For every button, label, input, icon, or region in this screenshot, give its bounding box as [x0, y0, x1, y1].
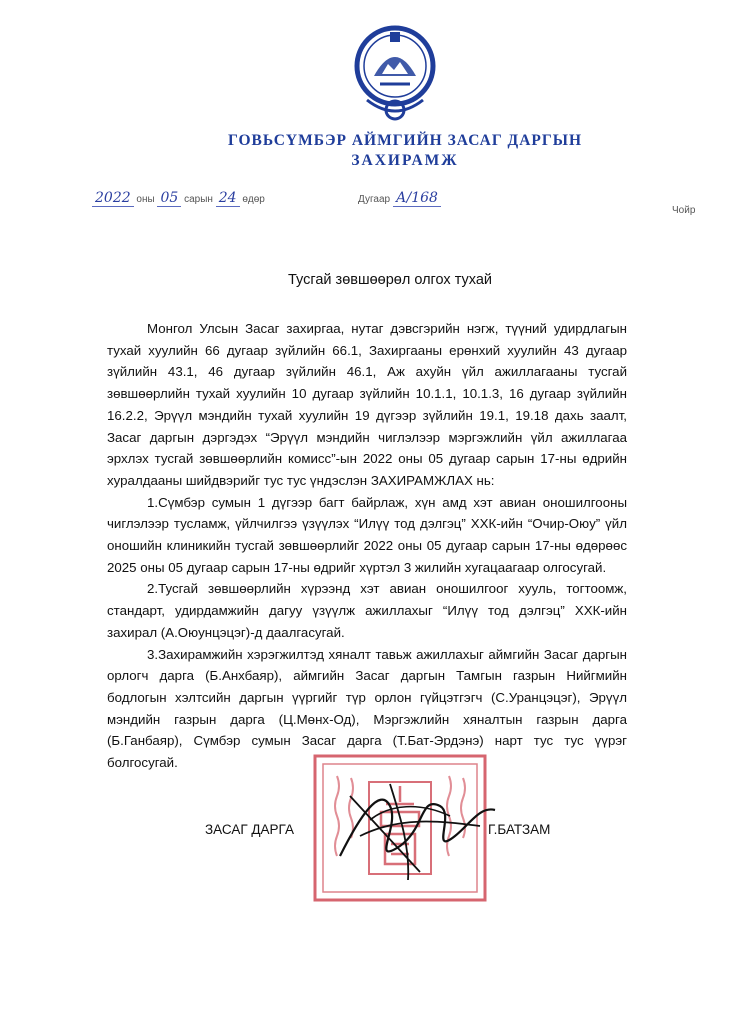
- clause-paragraph-1: 1.Сүмбэр сумын 1 дүгээр багт байрлаж, хүн амд хэт авиан оношилгооны чиглэлээр тусламж, үйлчилгээ үзүүлэх “Илүү тод дэлгэц” ХХК-ийн “Очир-Оюу” үйл оношийн клиникийн тусгай зөвшөөрлийг 2022 оны 05 дугаар сарын 17-ны өдөрөөс 2025 оны 05 дугаар сарын 17-ны өдрийг хүртэл 3 жилийн хугацаагаар олгосугай.: [107, 494, 627, 575]
- document-body: [107, 318, 627, 774]
- document-type: ЗАХИРАМЖ: [351, 152, 459, 169]
- date-day: 24: [216, 190, 240, 207]
- handwritten-signature-icon: [330, 776, 500, 886]
- date-year: 2022: [92, 190, 134, 207]
- signer-name: Г.БАТЗАМ: [488, 822, 551, 837]
- authority-title: ГОВЬСҮМБЭР АЙМГИЙН ЗАСАГ ДАРГЫН: [227, 132, 583, 149]
- number-label: Дугаар: [358, 194, 391, 205]
- clause-paragraph-2: 2.Тусгай зөвшөөрлийн хүрээнд хэт авиан оношилгоог хууль, тогтоомж, стандарт, удирдамжийн дагуу үзүүлж ажиллахыг “Илүү тод дэлгэц” ХХК-ийн захирал (А.Оюунцэцэг)-д даалгасугай.: [107, 581, 627, 640]
- clause-paragraph-3: 3.Захирамжийн хэрэгжилтэд хяналт тавьж ажиллахыг аймгийн Засаг даргын орлогч дарга (Б.Анхбаяр), аймгийн Засаг даргын Тамгын газрын Нийгмийн бодлогын хэлтсийн даргын үүргийг түр орлон гүйцэтгэгч (С.Уранцэцэг), Эрүүл мэндийн газрын дарга (Ц.Мөнх-Од), Мэргэжлийн хяналтын газрын дарга (Б.Ганбаяр), Сүмбэр сумын Засаг дарга (Т.Бат-Эрдэнэ) нарт тус тус үүрэг болгосугай.: [107, 646, 627, 771]
- place-name: Чойр: [672, 205, 696, 216]
- date-year-label: оны: [136, 194, 155, 205]
- number-line: [358, 190, 441, 206]
- date-line: [92, 190, 265, 206]
- date-day-label: өдөр: [242, 194, 265, 205]
- state-emblem-icon: [352, 18, 438, 128]
- date-month: 05: [157, 190, 181, 207]
- signer-position: ЗАСАГ ДАРГА: [205, 822, 294, 837]
- document-number: А/168: [393, 190, 441, 207]
- date-month-label: сарын: [184, 194, 213, 205]
- preamble-paragraph: Монгол Улсын Засаг захиргаа, нутаг дэвсгэрийн нэгж, түүний удирдлагын тухай хуулийн 66 дугаар зүйлийн 66.1, Захиргааны ерөнхий хуулийн 43 дугаар зүйлийн 43.1, 46 дугаар зүйлийн 46.1, Аж ахуйн үйл ажиллагааны тусгай зөвшөөрлийн тухай хуулийн 10 дугаар зүйлийн 10.1.1, 10.1.3, 16 дугаар зүйлийн 16.2.2, Эрүүл мэндийн тухай хуулийн 19 дүгээр зүйлийн 19.1, 19.18 дахь заалт, Засаг даргын дэргэдэх “Эрүүл мэндийн чиглэлээр мэргэжлийн үйл ажиллагаа эрхлэх тусгай зөвшөөрлийн комисс”-ын 2022 оны 05 дугаар сарын 17-ны өдрийн хуралдааны шийдвэрийг тус тус үндэслэн ЗАХИРАМЖЛАХ нь:: [107, 321, 627, 488]
- document-title: Тусгай зөвшөөрөл олгох тухай: [288, 272, 492, 288]
